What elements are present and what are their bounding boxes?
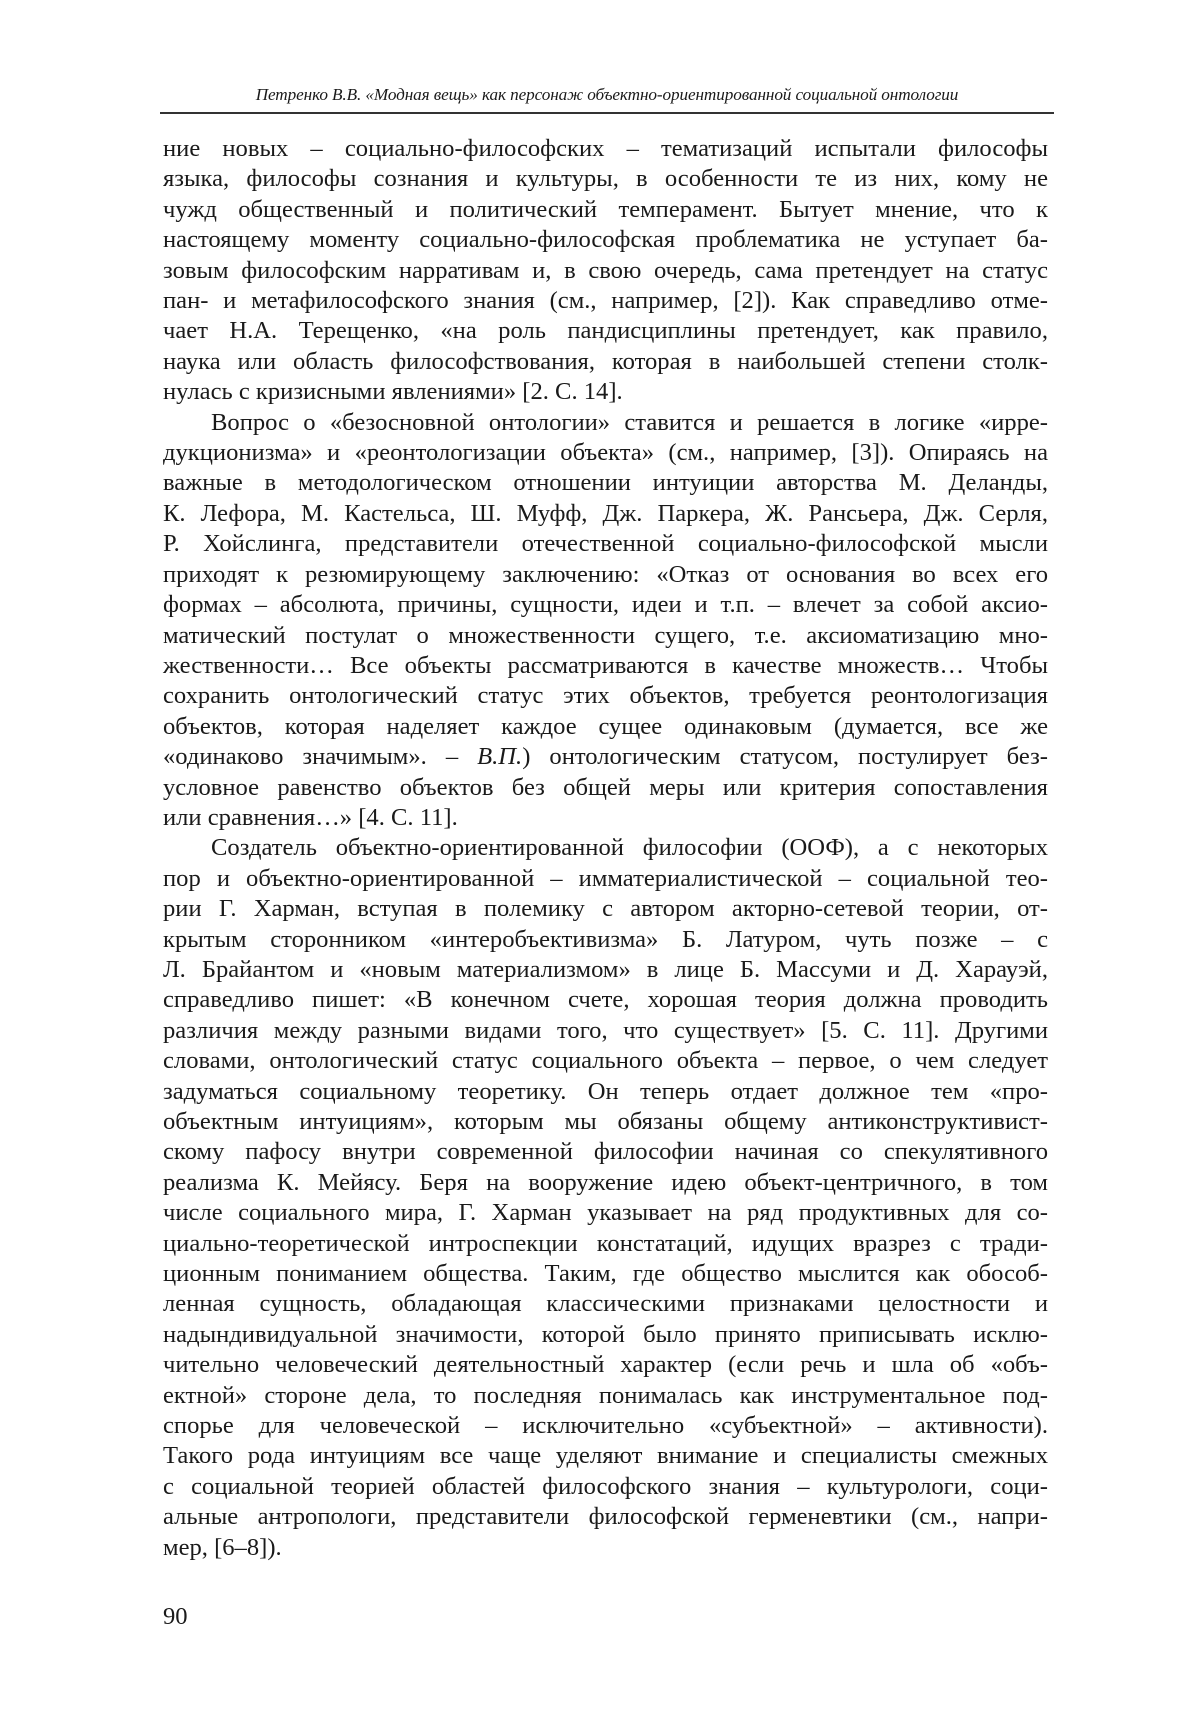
paragraph [163, 408, 1048, 834]
text-line: зовым философским нарративам и, в свою очередь, сама претендует на статус [163, 256, 1048, 284]
text-line: ние новых – социально-философских – тематизаций испытали философы [163, 135, 1048, 162]
text-line: нулась с кризисными явлениями» [2. С. 14]. [163, 378, 623, 406]
paragraph [163, 833, 1048, 1563]
text-line: К. Лефора, М. Кастельса, Ш. Муфф, Дж. Паркера, Ж. Рансьера, Дж. Серля, [163, 499, 1048, 527]
text-line: числе социального мира, Г. Харман указывает на ряд продуктивных для со- [163, 1199, 1048, 1227]
text-line: ционным пониманием общества. Таким, где общество мыслится как обособ- [163, 1260, 1048, 1288]
text-line: важные в методологическом отношении интуиции авторства М. Деланды, [163, 469, 1048, 497]
text-line: условное равенство объектов без общей меры или критерия сопоставления [163, 773, 1048, 801]
text-line: формах – абсолюта, причины, сущности, идеи и т.п. – влечет за собой аксио- [163, 591, 1048, 619]
text-line: циально-теоретической интроспекции констатаций, идущих вразрез с тради- [163, 1229, 1048, 1257]
text-line: реализма К. Мейясу. Беря на вооружение идею объект-центричного, в том [163, 1168, 1048, 1196]
text-line: Вопрос о «безосновной онтологии» ставится и решается в логике «ирре- [211, 408, 1048, 436]
text-line: приходят к резюмирующему заключению: «Отказ от основания во всех его [163, 560, 1048, 588]
text-line: «одинаково значимым». – В.П.) онтологическим статусом, постулирует без- [163, 743, 1048, 771]
text-line: словами, онтологический статус социального объекта – первое, о чем следует [163, 1047, 1048, 1075]
text-line: рии Г. Харман, вступая в полемику с автором акторно-сетевой теории, от- [163, 895, 1048, 923]
text-line: спорье для человеческой – исключительно «субъектной» – активности). [163, 1412, 1048, 1440]
text-line: чужд общественный и политический темперамент. Бытует мнение, что к [163, 195, 1048, 223]
text-line: или сравнения…» [4. С. 11]. [163, 803, 458, 831]
text-line: надындивидуальной значимости, которой было принято приписывать исклю- [163, 1320, 1048, 1348]
text-line: объектов, которая наделяет каждое сущее одинаковым (думается, все же [163, 712, 1048, 740]
text-line: мер, [6–8]). [163, 1533, 282, 1561]
running-header: Петренко В.В. «Модная вещь» как персонаж объектно-ориентированной социальной онтологии [255, 85, 959, 104]
text-line: настоящему моменту социально-философская проблематика не уступает ба- [163, 226, 1048, 254]
text-line: Создатель объектно-ориентированной философии (ООФ), а с некоторых [211, 834, 1048, 862]
text-line: чительно человеческий деятельностный характер (если речь и шла об «объ- [163, 1351, 1048, 1379]
text-line: справедливо пишет: «В конечном счете, хорошая теория должна проводить [163, 986, 1048, 1014]
header-rule [160, 112, 1054, 114]
text-line: скому пафосу внутри современной философии начиная со спекулятивного [163, 1138, 1048, 1166]
text-line: ленная сущность, обладающая классическими признаками целостности и [163, 1290, 1048, 1318]
text-line: дукционизма» и «реонтологизации объекта» (см., например, [3]). Опираясь на [163, 439, 1048, 467]
text-line: альные антропологи, представители философской герменевтики (см., напри- [163, 1503, 1048, 1531]
text-line: наука или область философствования, которая в наибольшей степени столк- [163, 347, 1048, 375]
text-line: пан- и метафилософского знания (см., например, [2]). Как справедливо отме- [163, 287, 1048, 315]
body-text [163, 134, 1048, 1563]
text-line: крытым сторонником «интеробъективизма» Б. Латуром, чуть позже – с [163, 925, 1048, 953]
text-line: Л. Брайантом и «новым материализмом» в лице Б. Массуми и Д. Харауэй, [163, 955, 1048, 983]
text-line: задуматься социальному теоретику. Он теперь отдает должное тем «про- [163, 1077, 1048, 1105]
page-number: 90 [163, 1603, 188, 1630]
text-line: пор и объектно-ориентированной – имматериалистической – социальной тео- [163, 864, 1048, 892]
text-line: жественности… Все объекты рассматриваются в качестве множеств… Чтобы [163, 651, 1048, 679]
text-line: Р. Хойслинга, представители отечественной социально-философской мысли [163, 530, 1048, 558]
text-line: Такого рода интуициям все чаще уделяют внимание и специалисты смежных [163, 1442, 1048, 1470]
text-line: ектной» стороне дела, то последняя понималась как инструментальное под- [163, 1381, 1048, 1409]
text-line: объектным интуициям», которым мы обязаны общему антиконструктивист- [163, 1108, 1048, 1135]
text-line: чает Н.А. Терещенко, «на роль пандисциплины претендует, как правило, [163, 317, 1048, 345]
text-line: языка, философы сознания и культуры, в особенности те из них, кому не [163, 165, 1048, 193]
text-line: матический постулат о множественности сущего, т.е. аксиоматизацию мно- [163, 621, 1048, 649]
text-line: с социальной теорией областей философского знания – культурологи, соци- [163, 1472, 1048, 1500]
text-line: сохранить онтологический статус этих объектов, требуется реонтологизация [163, 682, 1048, 710]
paragraph [163, 134, 1048, 408]
text-line: различия между разными видами того, что существует» [5. С. 11]. Другими [163, 1016, 1048, 1044]
